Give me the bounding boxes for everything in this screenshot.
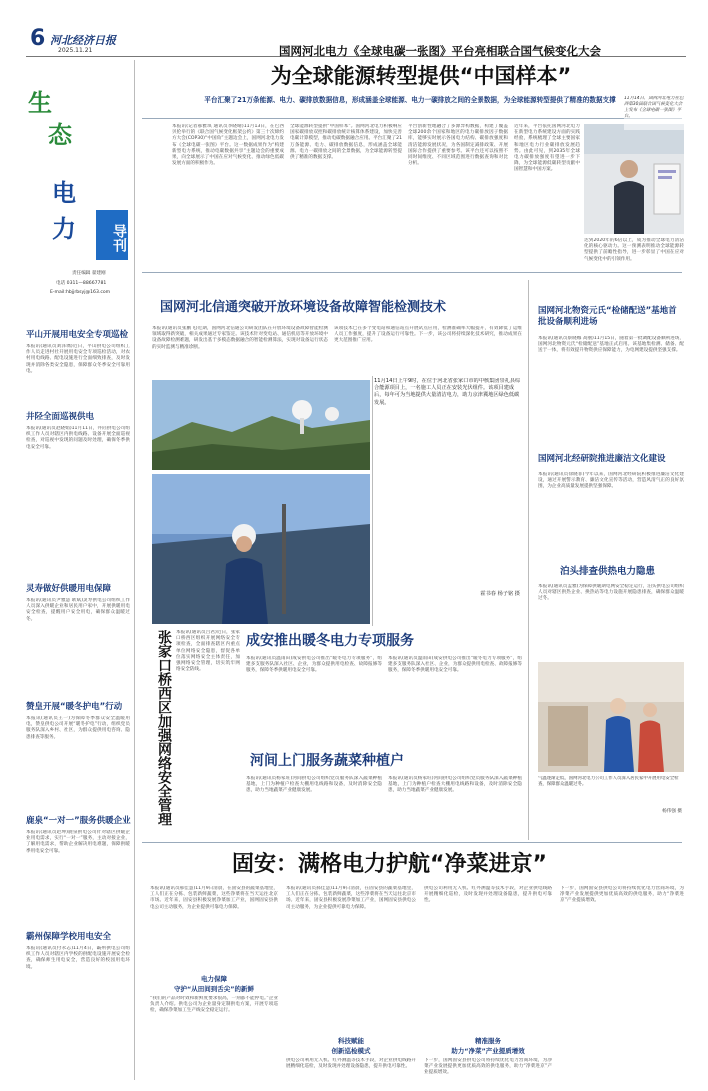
mid-body-3: 本报讯(通讯员温雨田)成安供电公司推出“暖冬电力专项服务”，组建多支服务队深入社区、企业，为群众提供用电检查、故障报修等服务，保障冬季供暖用电安全可靠。 <box>246 656 382 674</box>
lead-col-1: 本报讯(记者郝雅琪 通讯员李晓晴)11月13日，在巴西贝伦举行的《联合国气候变化框架公约》第三十次缔约方大会(COP30)“中国角”主题边会上，国网河北电力发布《全球电碳一张图》平台。这一数据成果作为“构建新型电力系统，推动电碳数据共享”主题边会的重要成果，向全球展示了中国在应对气候变化、推动绿色低碳发展方面的积极作为。 <box>172 124 284 167</box>
mid-body-3b: 本报讯(通讯员温雨田)成安供电公司推出“暖冬电力专项服务”，组建多支服务队深入社区、企业，为群众提供用电检查、故障报修等服务，保障冬季供暖用电安全可靠。 <box>388 656 522 674</box>
left-body-5: 本报讯(通讯员赵坤)鹿泉供电公司针对辖区供暖企业用电需求，实行“一对一”服务，主动对接企业，了解用电需求，帮助企业解决用电难题，保障供暖季用电安全可靠。 <box>26 830 130 854</box>
bottom-sub-2-title: 创新巡检模式 <box>331 1047 371 1055</box>
lead-tail: 达到2020年的6倍以上，成为推动全球电力清洁化的核心驱动力。这一预测表明推动全球能源转型提供了前瞻性指导，进一步彰显了中国在应对气候变化中的引领作用。 <box>584 238 684 262</box>
right-photographer: 杨伟强 摄 <box>662 809 682 814</box>
right-body-1: 本报讯(通讯员蔡晓娜 高丽)11月15日，随着第一批调配设备顺利进场，国网河北物资元氏“检储配送”基地正式启用。该基地集检测、储备、配送于一体，将有效提升物资供应保障能力，为电网建设提供坚强支撑。 <box>538 336 684 354</box>
bottom-body-2: 供电公司利用无人机、红外测温等技术手段，对企业供电线路开展精细化巡检，及时发现并处理设备隐患，提升供电可靠性。 <box>286 1058 416 1070</box>
left-headline-5: 鹿泉“一对一”服务供暖企业 <box>26 816 131 826</box>
left-headline-6: 霸州保障学校用电安全 <box>26 932 112 942</box>
lead-col-3: 平台创新性地融合了多源异构数据，构建了覆盖全球200余个国家和地区的电力碳排放因子数据库，能够实时展示各国电力结构、碳排放强度和清洁能源发展状况，为各国制定减排政策、开展国际合作提供了重要参考。该平台还可以按照不同时间维度、不同区域范围进行数据查询和对比分析。 <box>408 124 508 167</box>
mid-vertical-body: 本报讯(通讯员吕君)近日，张家口桥西区组织开展网络安全专项检查，全面排查辖区内重点单位网络安全隐患，督促各单位落实网络安全主体责任，加强网络安全管理，切实筑牢网络安全防线。 <box>176 630 240 673</box>
left-headline-1: 平山开展用电安全专项巡检 <box>26 330 129 340</box>
section-char-3: 电 <box>52 179 76 207</box>
left-column <box>24 330 132 1080</box>
bottom-sub-1-title: 守护“从田间到舌尖”的新鲜 <box>173 985 255 993</box>
mid-photo-worker <box>152 474 370 624</box>
right-headline-1: 国网河北物资元氏“检储配送”基地首批设备顺利进场 <box>538 306 677 327</box>
bottom-headline: 固安：满格电力护航“净菜进京” <box>232 852 547 877</box>
right-photo-caption: 气温逐渐走低，国网河北电力公司工作人员深入居民家中开展用电安全检查，保障群众温暖过冬。 <box>538 776 679 787</box>
lead-col-4: 近年来，平台依托国网河北电力在新型电力系统建设方面的实践经验，系统梳理了全球主要国家和地区电力行业碳排放发展趋势。由此可见，到2035年全球电力碳排放强度有望进一步下降，为全球能源低碳转型贡献中国智慧和中国方案。 <box>514 124 580 173</box>
bottom-body-1b: 本报讯(通讯员郝佳慧)11月9日清晨，在固安县的蔬菜基地里，工人们正在分拣、包装新鲜蔬菜，这些净菜将在当天运往北京市场。近年来，固安县积极发展净菜加工产业，国网固安县供电公司主动服务，为企业提供可靠电力保障。 <box>286 886 416 910</box>
lead-kicker: 国网河北电力《全球电碳一张图》平台亮相联合国气候变化大会 <box>279 44 601 58</box>
mid-photo-caption: 11月14日上午9时，在位于河北省张家口市的中核集团崇礼县综合能源项目上，一名施工人员正在安装光伏组件。该项目建成后，每年可为当地提供大量清洁电力，助力京津冀地区绿色低碳发展。 <box>374 378 521 406</box>
left-headline-2: 井陉全面巡视供电 <box>26 412 95 422</box>
left-body-3: 本报讯(通讯员尹雅慧 耿斌)灵寿供电公司组织工作人员深入供暖企业和居民用户家中，开展供暖用电安全检查，提醒用户安全用电，确保群众温暖过冬。 <box>26 598 130 622</box>
right-photo <box>538 662 684 772</box>
mid-body-4b: 本报讯(通讯员杨家旺)河间供电公司组织党员服务队深入蔬菜种植基地，上门为种植户检查大棚用电线路和设备，及时消除安全隐患，助力当地蔬菜产业健康发展。 <box>388 776 522 794</box>
right-headline-2: 国网河北经研院推进廉洁文化建设 <box>538 454 666 464</box>
section-char-2: 态 <box>48 121 72 149</box>
section-char-1: 生 <box>28 89 52 117</box>
mid-body-2: 该项技术已在多个变电站和通信站点开展试点应用，检测准确率大幅提升，有效降低了运维人员工作强度，提升了设备运行可靠性。下一步，该公司将持续深化技术研究，推动成果在更大范围推广应用。 <box>334 326 522 344</box>
right-body-3: 本报讯(通讯员孟雅)为保障供暖期电网安全稳定运行，泊头供电公司组织人员对辖区供热企业、换热站等电力设施开展隐患排查，确保群众温暖过冬。 <box>538 584 684 602</box>
radar-landscape-image <box>152 380 370 470</box>
left-body-1: 本报讯(通讯员刘泽瑀)近日，平山供电公司组织工作人员走进村社开展用电安全专项巡检活动，对农村用电线路、配电设施进行全面细致排查，及时发现并消除各类安全隐患，保障群众冬季安全可靠用电。 <box>26 344 130 374</box>
email: E-mail:hbjjrbsyj@163.com <box>50 290 111 295</box>
worker-image <box>152 474 370 624</box>
home-inspection-image <box>538 662 684 772</box>
bottom-body-1: “我们的产品对时效和新鲜度要求很高，一刻都不能停电。”企业负责人介绍。供电公司为企业量身定制供电方案，开展专项巡检，确保净菜加工生产线安全稳定运行。 <box>150 996 278 1014</box>
bottom-body-3b: 下一步，国网固安县供电公司将持续优化电力营商环境，为净菜产业发展提供更加优质高效的供电服务，助力“净菜进京”产业提质增效。 <box>560 886 684 904</box>
phone: 电话 0311—88667781 <box>56 281 107 286</box>
issue-date: 2025.11.21 <box>58 47 93 54</box>
mid-body-1: 本报讯(通讯员张鹏飞)近期，国网河北信通公司研发团队在开放环境设备故障智能检测领域取得新突破，相关成果通过专家鉴定。该技术针对变电站、通信机房等开放环境中设备故障检测难题，研发出基于多模态数据融合的智能检测算法，实现对设备运行状态的实时监测与精准诊断。 <box>152 326 328 350</box>
bottom-intro: 本报讯(通讯员郝佳慧)11月9日清晨，在固安县的蔬菜基地里，工人们正在分拣、包装新鲜蔬菜，这些净菜将在当天运往北京市场。近年来，固安县积极发展净菜加工产业，国网固安县供电公司主动服务，为企业提供可靠电力保障。 <box>150 886 278 910</box>
mid-headline-2: 成安推出暖冬电力专项服务 <box>246 633 414 649</box>
right-body-2: 本报讯(通讯员徐晓菲)今年以来，国网河北经研院积极推进廉洁文化建设，通过开展警示教育、廉洁文化宣传等活动，营造风清气正的良好氛围，为企业高质量发展提供坚强保障。 <box>538 472 684 490</box>
editor: 责任编辑 翟建刚 <box>72 271 106 276</box>
left-body-4: 本报讯(通讯员王一)为保障冬季群众安全温暖用电，赞皇供电公司开展“暖冬护电”行动，组织党员服务队深入乡村、社区，为群众提供用电咨询、隐患排查等服务。 <box>26 716 130 740</box>
bottom-sub-2: 科技赋能 <box>338 1037 364 1045</box>
lead-photo-caption: 11月14日，国网河北电力在巴西第30届联合国气候变化大会上发布《全球电碳一张图》平台。 <box>624 96 684 130</box>
bottom-sub-3-title: 助力“净菜”产业提质增效 <box>451 1047 525 1055</box>
left-body-6: 本报讯(通讯员付永志)11月4日，霸州供电公司组织工作人员对辖区内学校的供配电设施开展安全检查，确保师生用电安全，营造良好的校园用电环境。 <box>26 946 130 970</box>
mid-body-4: 本报讯(通讯员杨家旺)河间供电公司组织党员服务队深入蔬菜种植基地，上门为种植户检查大棚用电线路和设备，及时消除安全隐患，助力当地蔬菜产业健康发展。 <box>246 776 382 794</box>
mid-vertical-title: 张家口桥西区加强网络安全管理 <box>156 630 172 826</box>
lead-photo <box>584 124 684 234</box>
guide-badge: 导刊 <box>96 210 128 260</box>
paper-name: 河北经济日报 <box>50 34 116 47</box>
mid-headline-3: 河间上门服务蔬菜种植户 <box>250 753 404 769</box>
lead-photo-image <box>584 124 684 234</box>
lead-headline: 为全球能源转型提供“中国样本” <box>270 64 572 88</box>
bottom-body-3: 下一步，国网固安县供电公司将持续优化电力营商环境，为净菜产业发展提供更加优质高效的供电服务，助力“净菜进京”产业提质增效。 <box>424 1058 552 1076</box>
left-headline-3: 灵寿做好供暖用电保障 <box>26 584 112 594</box>
lead-col-2: 全球能源转型提供“中国样本”。国网河北电力积极响应国家碳排放双控和碳排放统计核算体系建设，加快完善电碳计算模型，推动电碳数据融合应用。平台汇聚了21万条能源、电力、碳排放数据信息，形成涵盖全球能源、电力一碳排放之间的全景数据，为全球能源转型提供了精准的数据支撑。 <box>290 124 402 161</box>
left-body-2: 本报讯(通讯员赵晓娟)11月11日，井陉供电公司组织工作人员对辖区内供电线路、设备开展全面巡视检查，对巡视中发现的问题及时处理，确保冬季供电安全可靠。 <box>26 426 130 450</box>
right-headline-3: 泊头排查供热电力隐患 <box>560 566 656 577</box>
bottom-sub-3: 精准服务 <box>475 1037 501 1045</box>
section-char-4: 力 <box>52 215 76 243</box>
page-number: 6 <box>30 26 46 51</box>
section-banner <box>24 60 132 320</box>
left-headline-4: 赞皇开展“暖冬护电”行动 <box>26 702 123 712</box>
mid-photographer: 霍书春 杨子铭 摄 <box>480 591 520 597</box>
bottom-body-2b: 供电公司利用无人机、红外测温等技术手段，对企业供电线路开展精细化巡检，及时发现并处理设备隐患，提升供电可靠性。 <box>424 886 552 904</box>
mid-headline: 国网河北信通突破开放环境设备故障智能检测技术 <box>160 300 447 315</box>
lead-deck: 平台汇聚了21万条能源、电力、碳排放数据信息，形成涵盖全球能源、电力一碳排放之间的全景数据，为全球能源转型提供了精准的数据支撑 <box>204 96 616 104</box>
bottom-sub-1: 电力保障 <box>201 975 227 983</box>
mid-photo-radar <box>152 380 370 470</box>
